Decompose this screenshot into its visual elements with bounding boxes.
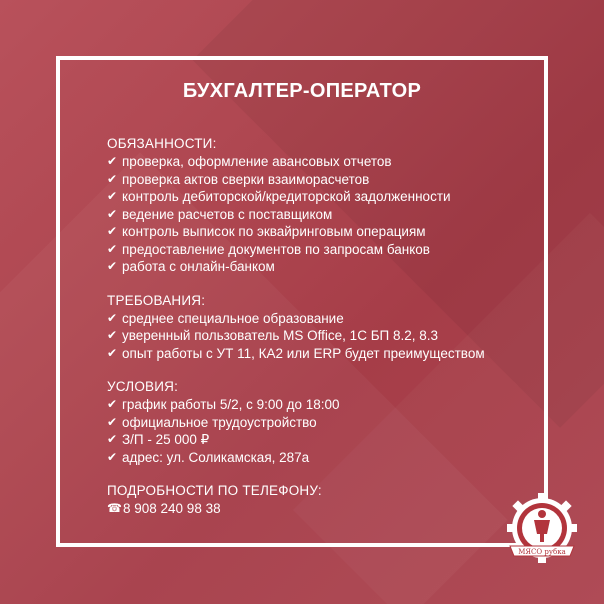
section-heading: ТРЕБОВАНИЯ:	[107, 292, 206, 308]
list-item: ✔ проверка, оформление авансовых отчетов	[107, 154, 392, 169]
list-item: ✔ ведение расчетов с поставщиком	[107, 206, 333, 222]
poster-content	[107, 135, 527, 518]
phone-number: 8 908 240 98 38	[123, 501, 221, 516]
list-item: ✔ предоставление документов по запросам банков	[107, 241, 430, 257]
contact-heading: ПОДРОБНОСТИ ПО ТЕЛЕФОНУ:	[107, 483, 322, 498]
phone-icon: ☎	[107, 501, 122, 515]
check-icon: ✔	[107, 328, 118, 342]
list-item: ✔ З/П - 25 000 ₽	[107, 432, 210, 447]
list-item: ✔ адрес: ул. Соликамская, 287а	[107, 449, 310, 465]
check-icon: ✔	[107, 224, 118, 238]
phone-line	[107, 500, 527, 518]
check-icon: ✔	[107, 206, 118, 221]
list-item: ✔ среднее специальное образование	[107, 310, 344, 326]
check-icon: ✔	[107, 189, 118, 203]
check-icon: ✔	[107, 259, 118, 273]
check-icon: ✔	[107, 449, 118, 464]
section-heading: ОБЯЗАННОСТИ:	[107, 136, 217, 151]
check-icon: ✔	[107, 432, 118, 446]
section-duties	[107, 135, 527, 276]
list-item: ✔ контроль дебиторской/кредиторской задолженности	[107, 189, 451, 204]
logo-text: МЯСО рубка	[518, 548, 566, 556]
list-item: ✔ график работы 5/2, с 9:00 до 18:00	[107, 397, 340, 412]
check-icon: ✔	[107, 345, 118, 360]
list-item: ✔ уверенный пользователь MS Office, 1С БП 8.2, 8.3	[107, 328, 439, 343]
list-item: ✔ работа с онлайн-банком	[107, 259, 275, 274]
list-item: ✔ контроль выписок по эквайринговым операциям	[107, 224, 426, 239]
check-icon: ✔	[107, 241, 118, 256]
poster-title: БУХГАЛТЕР-ОПЕРАТОР	[182, 80, 422, 102]
check-icon: ✔	[107, 154, 118, 168]
check-icon: ✔	[107, 414, 118, 429]
meat-shop-logo-icon	[500, 490, 584, 574]
section-contact	[107, 482, 527, 518]
section-conditions	[107, 378, 527, 466]
check-icon: ✔	[107, 310, 118, 325]
section-heading: УСЛОВИЯ:	[107, 379, 179, 394]
check-icon: ✔	[107, 397, 118, 411]
list-item: ✔ проверка актов сверки взаиморасчетов	[107, 171, 370, 187]
list-item: ✔ официальное трудоустройство	[107, 414, 317, 430]
list-item: ✔ опыт работы с УТ 11, КА2 или ERP будет преимуществом	[107, 345, 485, 361]
section-requirements	[107, 292, 527, 363]
check-icon: ✔	[107, 171, 118, 186]
